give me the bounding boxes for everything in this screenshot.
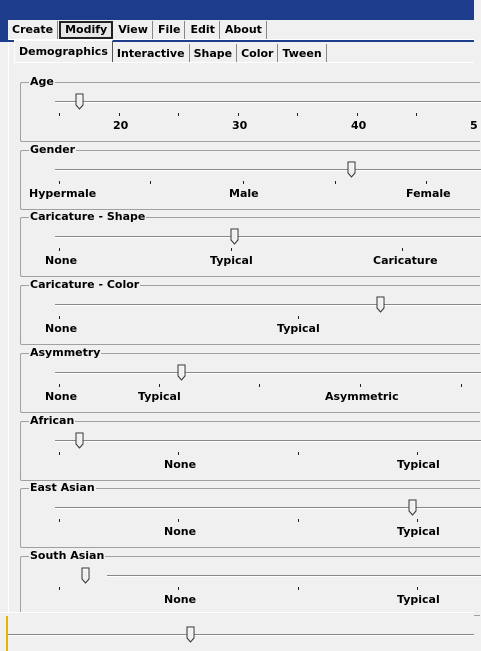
age-tick (357, 113, 358, 116)
tab-demographics[interactable]: Demographics (14, 40, 113, 62)
african-group (20, 414, 480, 481)
asymmetry-slider-thumb[interactable] (177, 364, 186, 381)
gender-label-hypermale: Hypermale (29, 187, 97, 200)
asymmetry-label-asymmetric: Asymmetric (325, 390, 399, 403)
timeline-slider-thumb[interactable] (186, 626, 195, 643)
gender-slider-track[interactable] (55, 169, 481, 171)
african-tick (59, 452, 60, 455)
age-tick (297, 113, 298, 116)
caricature-color-group (20, 278, 480, 345)
east-asian-tick (298, 519, 299, 522)
caricature-color-title: Caricature - Color (30, 278, 140, 291)
panel-left-edge (8, 42, 9, 612)
menu-create[interactable]: Create (8, 21, 58, 39)
east-asian-tick (417, 519, 418, 522)
african-tick (298, 452, 299, 455)
gender-tick (150, 181, 151, 184)
gender-tick (243, 181, 244, 184)
menu-edit[interactable]: Edit (186, 21, 219, 39)
african-title: African (30, 414, 75, 427)
gender-group (20, 143, 480, 210)
asymmetry-title: Asymmetry (30, 346, 101, 359)
tab-interactive[interactable]: Interactive (113, 44, 190, 62)
age-tick (119, 113, 120, 116)
bottom-panel (0, 612, 474, 651)
south-asian-title: South Asian (30, 549, 105, 562)
south-asian-label-none: None (164, 593, 197, 606)
age-tick (238, 113, 239, 116)
caricature-shape-label-typical: Typical (210, 254, 253, 267)
caricature-shape-label-none: None (45, 254, 78, 267)
african-label-typical: Typical (397, 458, 440, 471)
asymmetry-group (20, 346, 480, 413)
gender-slider-thumb[interactable] (347, 161, 356, 178)
gender-tick (335, 181, 336, 184)
african-slider-thumb[interactable] (75, 432, 84, 449)
caricature-color-slider-track[interactable] (55, 304, 481, 306)
asymmetry-label-none: None (45, 390, 78, 403)
menu-bar (8, 20, 474, 40)
south-asian-slider-track[interactable] (107, 575, 481, 577)
age-label-20: 20 (113, 119, 129, 132)
menu-modify[interactable]: Modify (59, 21, 113, 39)
east-asian-label-none: None (164, 525, 197, 538)
age-slider-track[interactable] (55, 101, 481, 103)
caricature-shape-tick (402, 248, 403, 251)
south-asian-tick (59, 587, 60, 590)
age-title: Age (30, 75, 54, 88)
gender-title: Gender (30, 143, 76, 156)
timeline-slider-track[interactable] (8, 634, 474, 636)
caricature-shape-slider-track[interactable] (55, 236, 481, 238)
south-asian-tick (298, 587, 299, 590)
caricature-color-tick (298, 316, 299, 319)
south-asian-label-typical: Typical (397, 593, 440, 606)
asymmetry-tick (360, 384, 361, 387)
tab-bar (14, 40, 327, 62)
age-group (20, 75, 480, 142)
east-asian-tick (178, 519, 179, 522)
gender-label-female: Female (406, 187, 451, 200)
age-tick (59, 113, 60, 116)
south-asian-tick (417, 587, 418, 590)
african-slider-track[interactable] (55, 440, 481, 442)
asymmetry-tick (159, 384, 160, 387)
east-asian-title: East Asian (30, 481, 95, 494)
age-tick (416, 113, 417, 116)
tab-shape[interactable]: Shape (190, 44, 238, 62)
caricature-shape-label-caricature: Caricature (373, 254, 438, 267)
african-label-none: None (164, 458, 197, 471)
gender-tick (59, 181, 60, 184)
age-label-5: 5 (470, 119, 478, 132)
age-tick (178, 113, 179, 116)
east-asian-label-typical: Typical (397, 525, 440, 538)
east-asian-slider-thumb[interactable] (408, 499, 417, 516)
caricature-color-label-none: None (45, 322, 78, 335)
caricature-shape-title: Caricature - Shape (30, 210, 146, 223)
south-asian-tick (178, 587, 179, 590)
caricature-color-tick (59, 316, 60, 319)
african-tick (178, 452, 179, 455)
age-label-40: 40 (351, 119, 367, 132)
asymmetry-slider-track[interactable] (55, 372, 481, 374)
caricature-color-slider-thumb[interactable] (376, 296, 385, 313)
east-asian-group (20, 481, 480, 548)
asymmetry-tick (59, 384, 60, 387)
caricature-shape-group (20, 210, 480, 277)
caricature-shape-tick (59, 248, 60, 251)
asymmetry-tick (461, 384, 462, 387)
caricature-shape-tick (231, 248, 232, 251)
caricature-color-label-typical: Typical (277, 322, 320, 335)
age-label-30: 30 (232, 119, 248, 132)
menu-file[interactable]: File (154, 21, 186, 39)
tab-color[interactable]: Color (237, 44, 278, 62)
age-slider-thumb[interactable] (75, 93, 84, 110)
african-tick (417, 452, 418, 455)
south-asian-group (20, 549, 480, 616)
south-asian-slider-thumb[interactable] (81, 567, 90, 584)
asymmetry-tick (259, 384, 260, 387)
asymmetry-label-typical: Typical (138, 390, 181, 403)
east-asian-tick (59, 519, 60, 522)
gender-tick (426, 181, 427, 184)
menu-view[interactable]: View (114, 21, 153, 39)
tab-tween[interactable]: Tween (278, 44, 326, 62)
menu-about[interactable]: About (221, 21, 267, 39)
gender-label-male: Male (229, 187, 259, 200)
caricature-shape-slider-thumb[interactable] (230, 228, 239, 245)
